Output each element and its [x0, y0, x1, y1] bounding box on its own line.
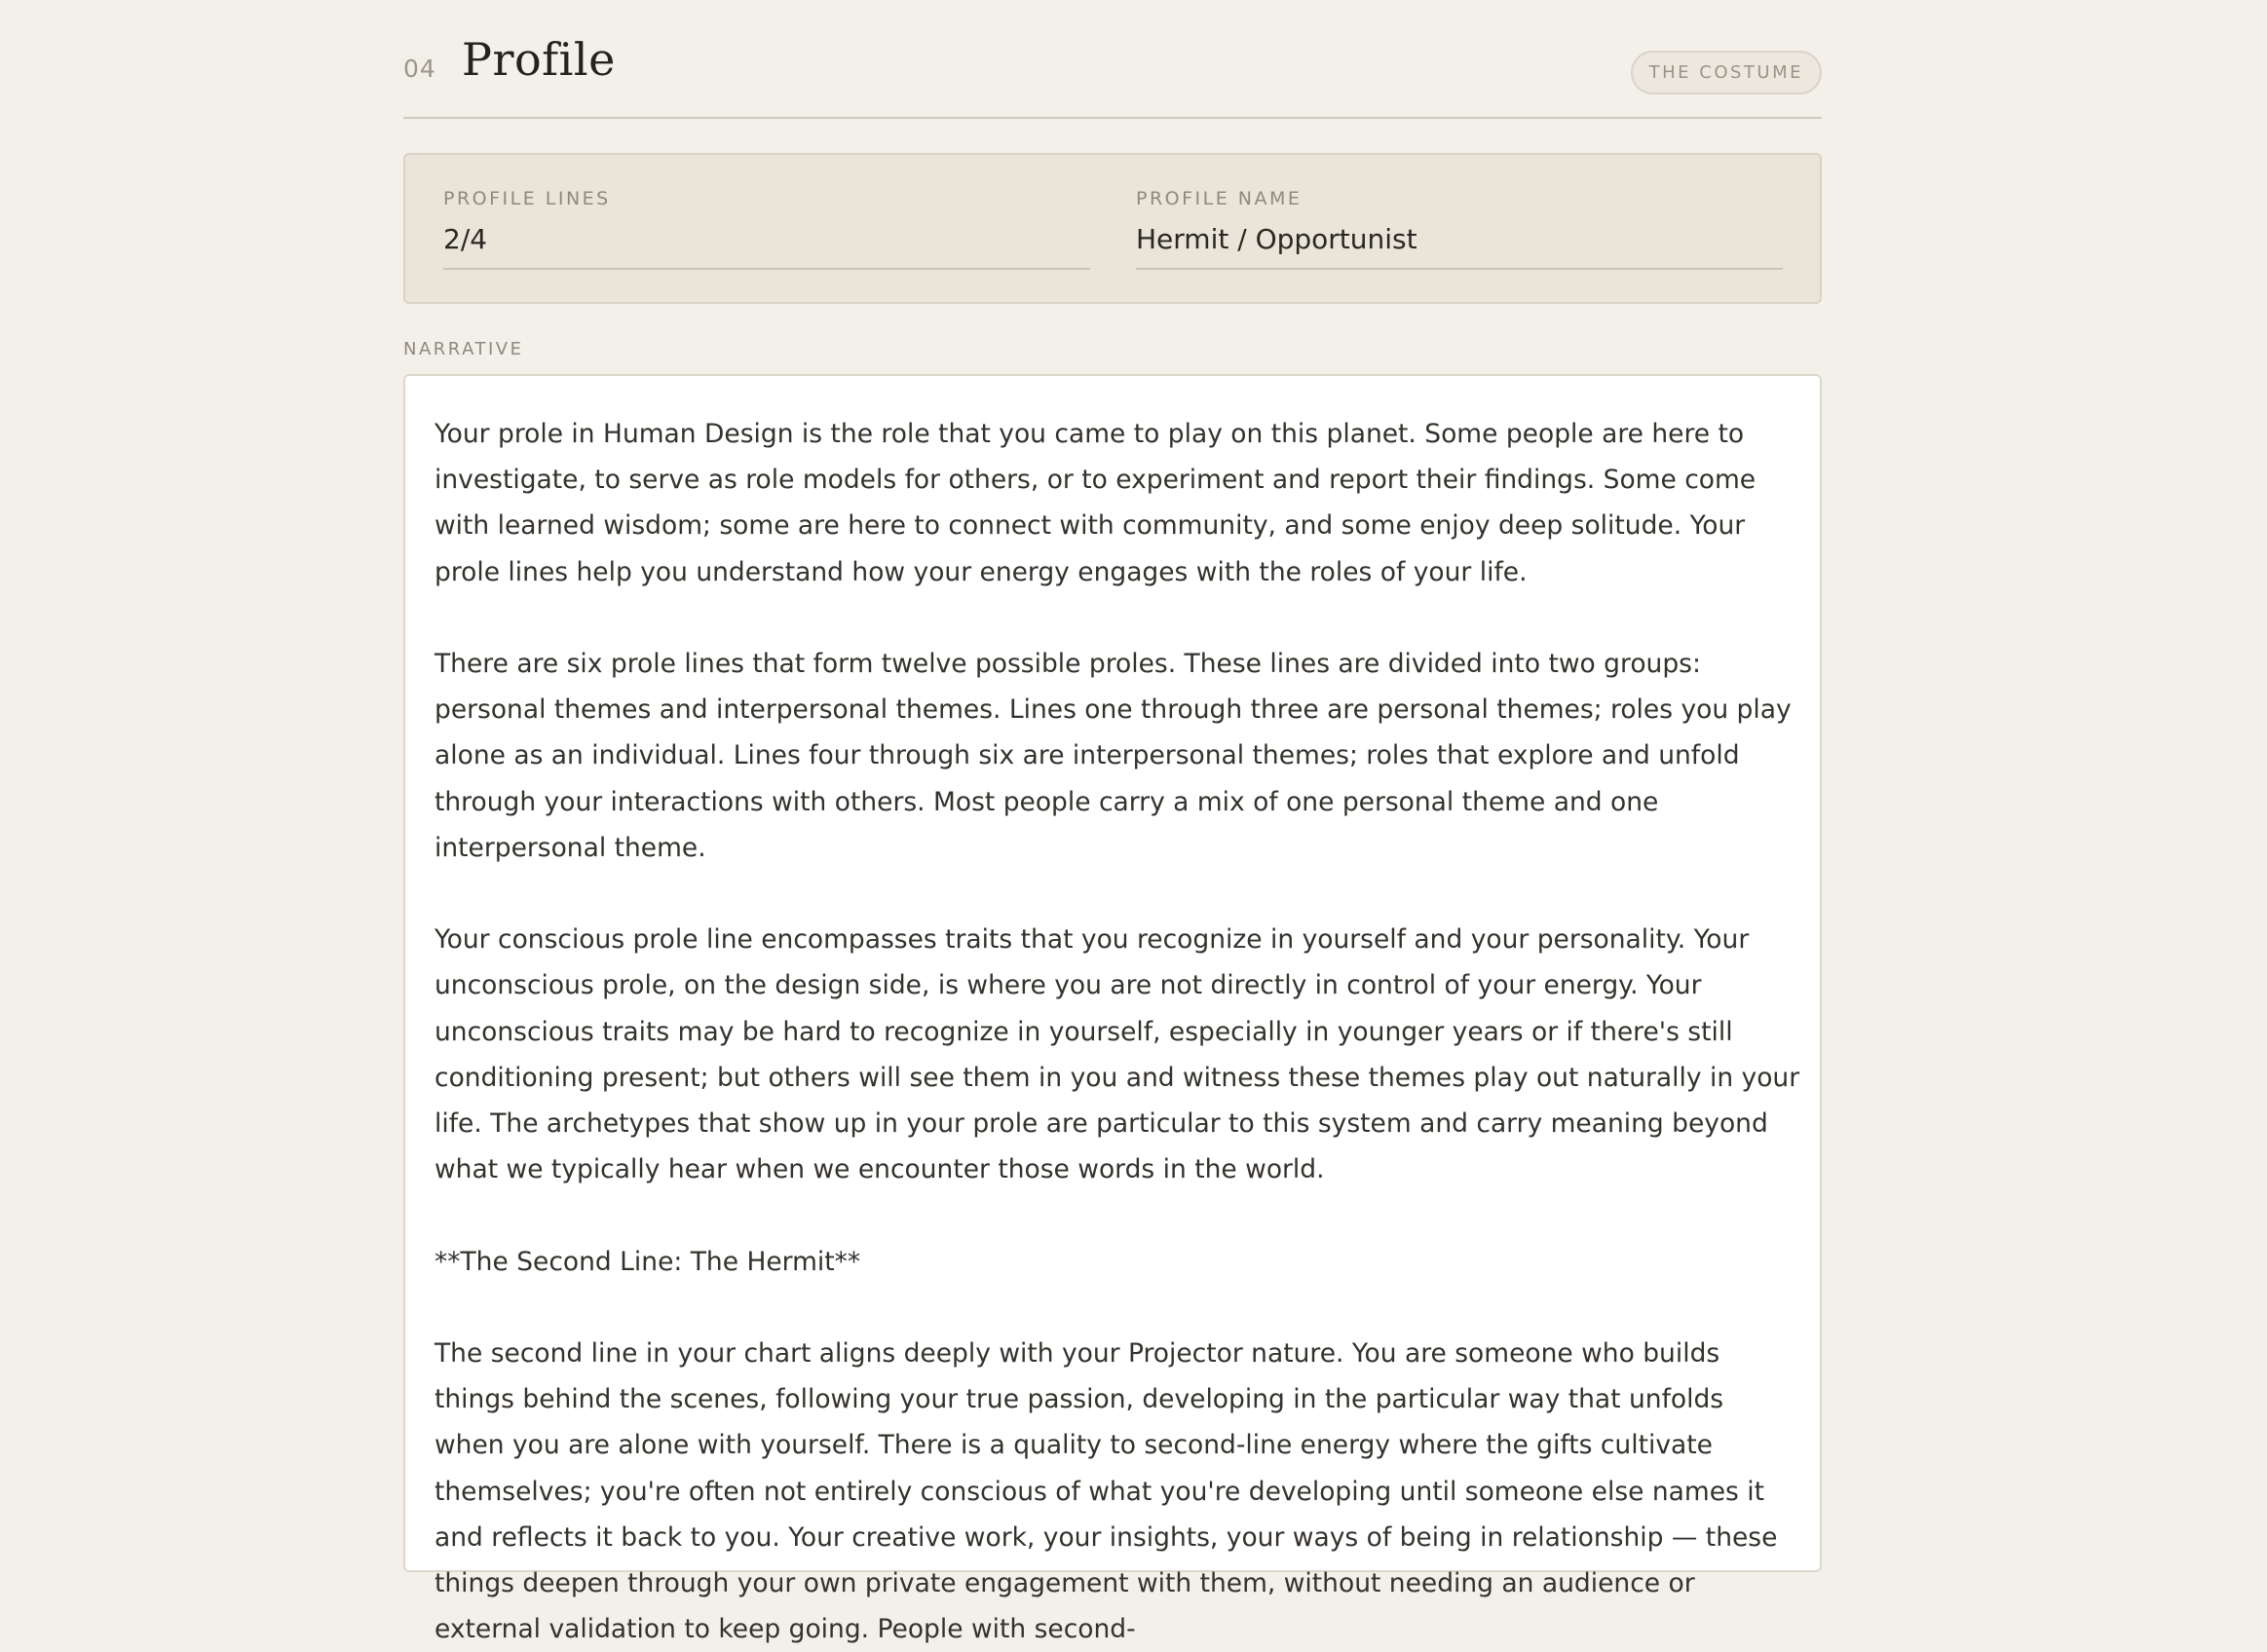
narrative-textarea[interactable]	[403, 374, 1822, 1645]
section-tag-badge: THE COSTUME	[1631, 51, 1822, 94]
section-title: Profile	[462, 33, 616, 86]
profile-fields-card	[403, 153, 1822, 304]
profile-lines-field	[443, 188, 1090, 270]
narrative-paragraph: There are six prole lines that form twelve possible proles. These lines are divided into two groups: personal themes and interpersonal themes. Lines one through three are personal themes; roles you play alone as an individual. Lines four through six are interpersonal themes; roles that explore and unfold through your interactions with others. Most people carry a mix of one personal theme and one interpersonal theme.	[435, 649, 1792, 863]
narrative-paragraph: Your prole in Human Design is the role that you came to play on this planet. Some people are here to investigate, to serve as role models for others, or to experiment and report their findings. Some come with learned wisdom; some are here to connect with community, and some enjoy deep solitude. Your prole lines help you understand how your energy engages with the roles of your life.	[435, 419, 1757, 587]
narrative-paragraph: Your conscious prole line encompasses traits that you recognize in yourself and your personality. Your unconscious prole, on the design side, is where you are not directly in control of your energy. Your unconscious traits may be hard to recognize in yourself, especially in younger years or if there's still conditioning present; but others will see them in you and witness these themes play out naturally in your life. The archetypes that show up in your prole are particular to this system and carry meaning beyond what we typically hear when we encounter those words in the world.	[435, 924, 1800, 1185]
section-header	[403, 0, 1822, 119]
profile-name-input[interactable]: Hermit / Opportunist	[1136, 223, 1783, 270]
profile-lines-label: PROFILE LINES	[443, 188, 611, 209]
narrative-text	[435, 411, 1800, 1652]
profile-section	[403, 0, 1822, 1645]
profile-name-label: PROFILE NAME	[1136, 188, 1303, 209]
section-number: 04	[403, 55, 436, 83]
narrative-subheading: **The Second Line: The Hermit**	[435, 1246, 861, 1277]
profile-lines-input[interactable]: 2/4	[443, 223, 1090, 270]
narrative-paragraph: The second line in your chart aligns deeply with your Projector nature. You are someone who builds things behind the scenes, following your true passion, developing in the particular way that unfolds when you are alone with yourself. There is a quality to second-line energy where the gifts cultivate themselves; you're often not entirely conscious of what you're developing until someone else names it and reflects it back to you. Your creative work, your insights, your ways of being in relationship — these things deepen through your own private engagement with them, without needing an audience or external validation to keep going. People with second-	[435, 1338, 1778, 1645]
profile-name-field	[1136, 188, 1783, 270]
narrative-label: NARRATIVE	[403, 339, 524, 359]
